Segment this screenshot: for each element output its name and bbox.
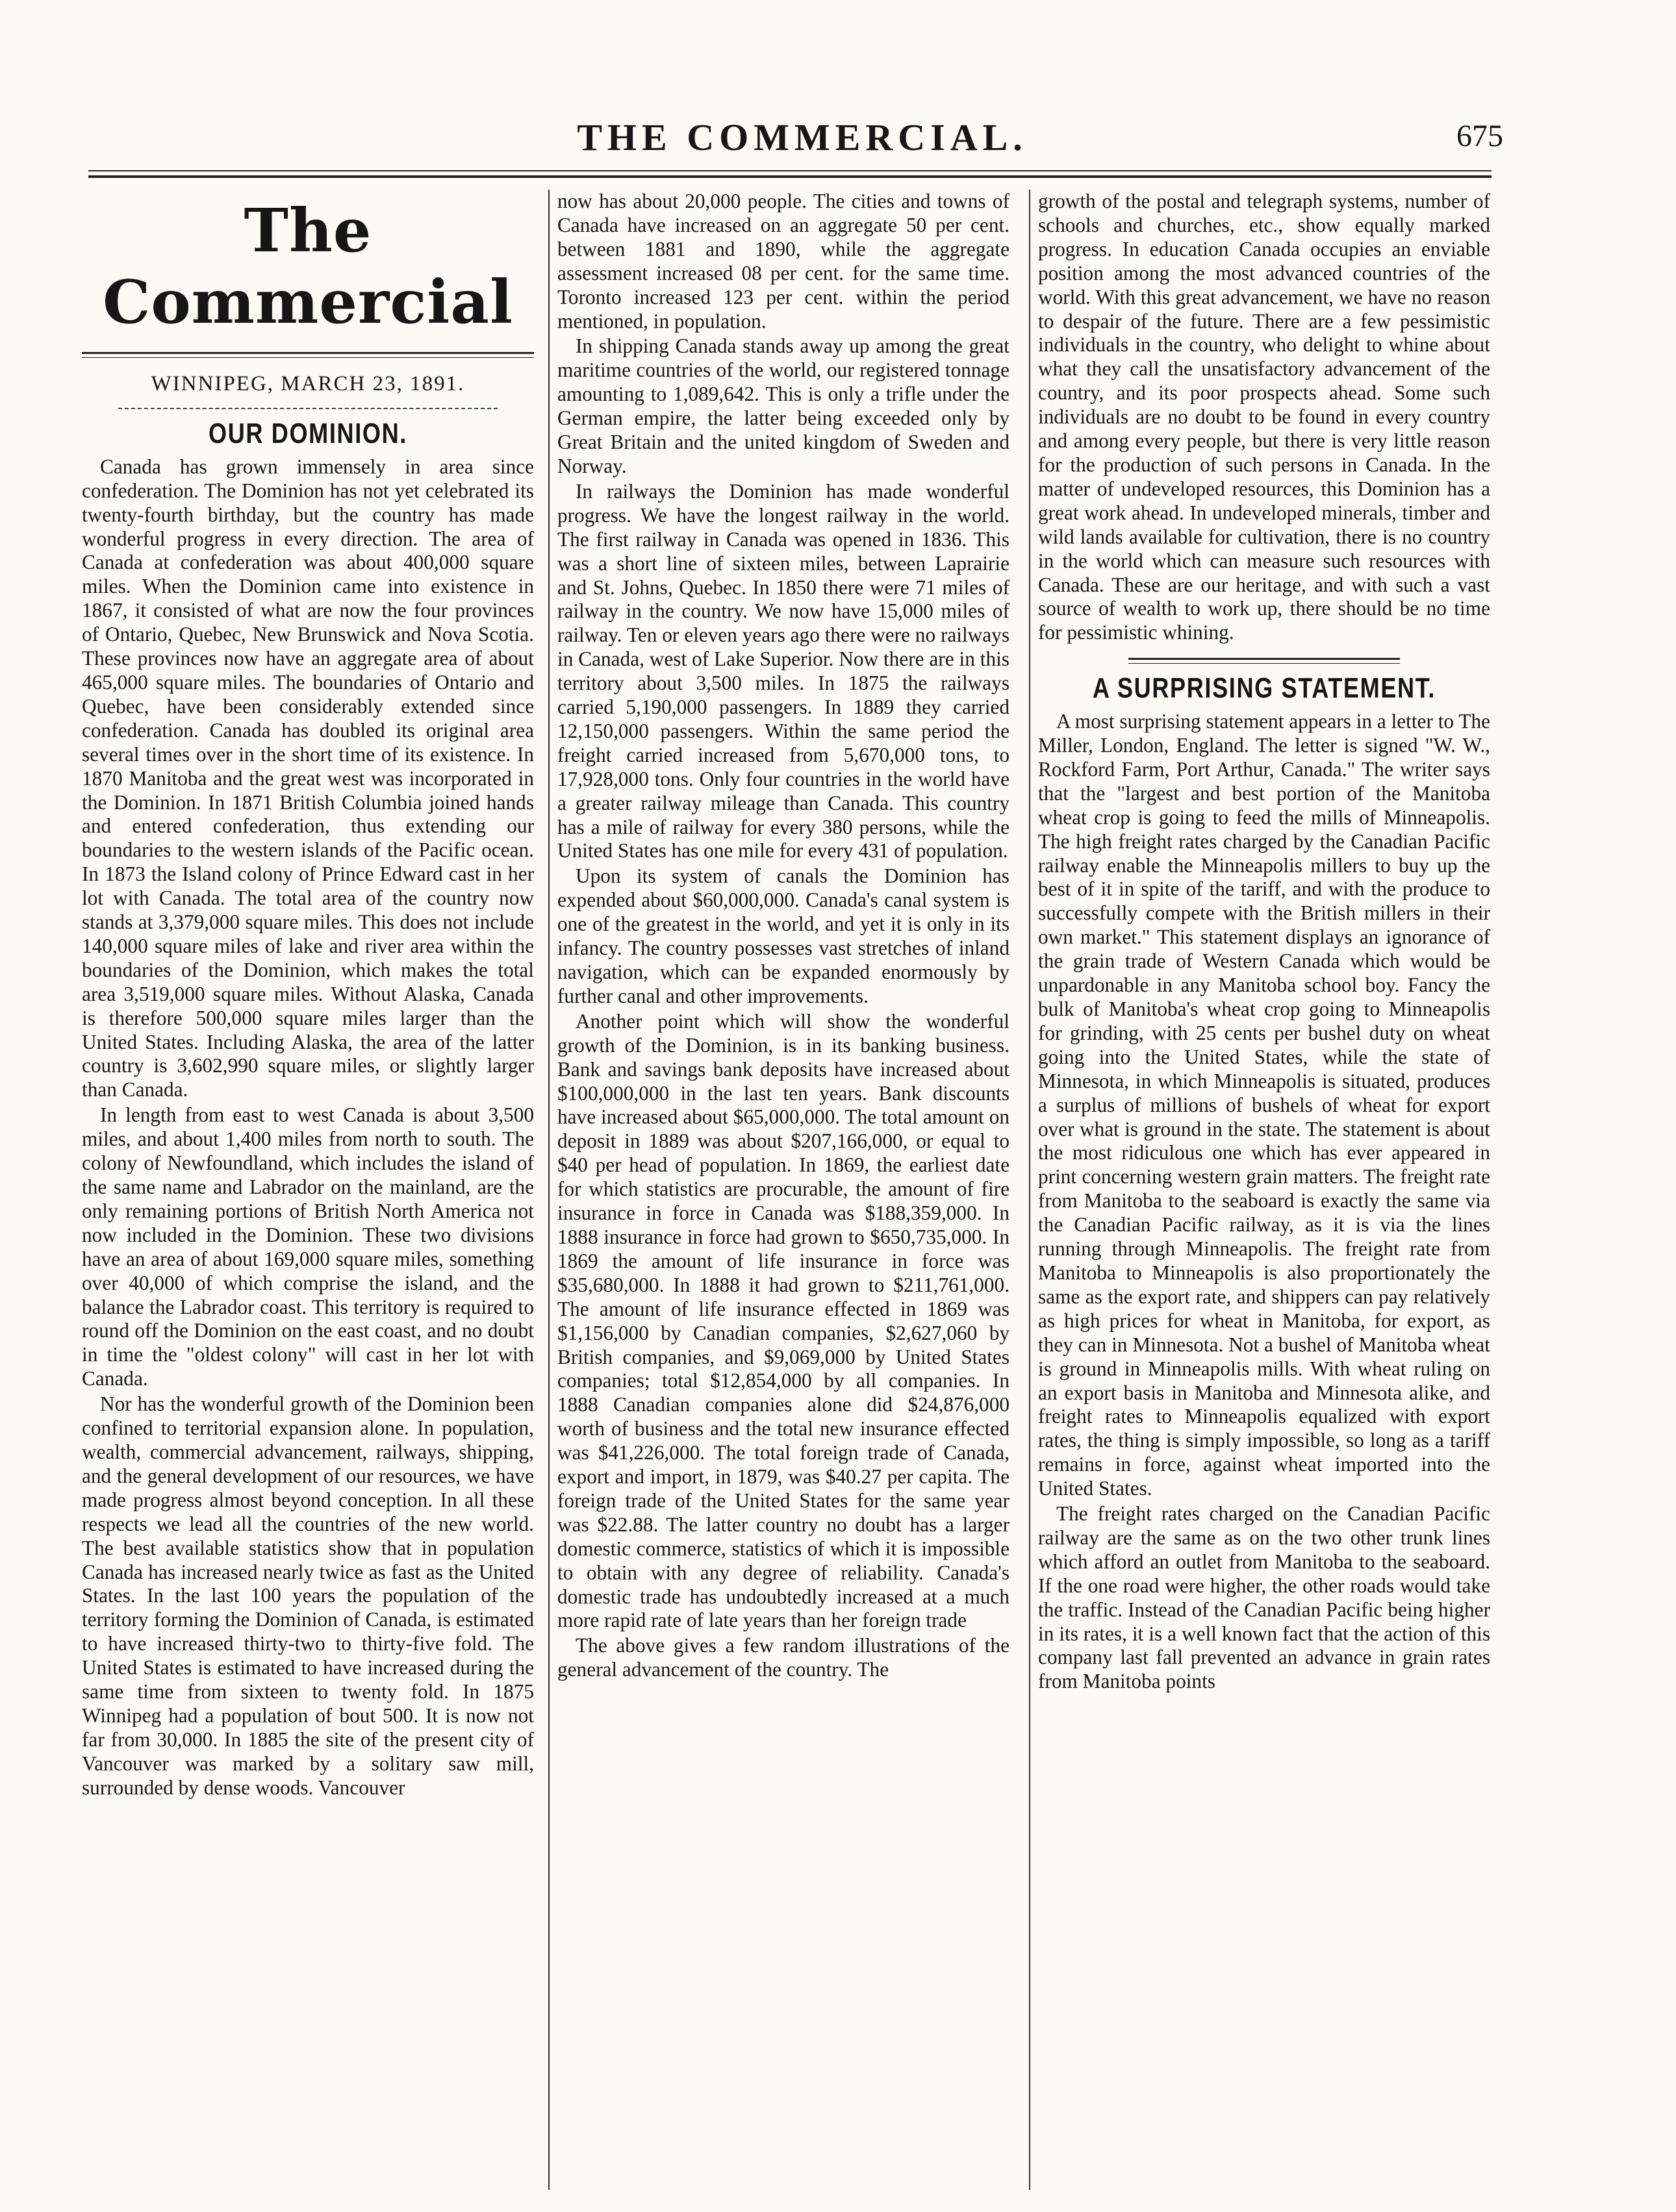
- masthead-title: The Commercial: [103, 195, 513, 337]
- column-1: [82, 190, 534, 1802]
- article-paragraph: In railways the Dominion has made wonderful progress. We have the longest railway in the world. The first railway in Canada was opened in 1836. This was a short line of sixteen miles, between Laprairie and St. Johns, Quebec. In 1850 there were 71 miles of railway in the country. We now have 15,000 miles of railway. Ten or eleven years ago there were no railways in Canada, west of Lake Superior. Now there are in this territory about 3,500 miles. In 1875 the railways carried 5,190,000 passengers. In 1889 they carried 12,150,000 passengers. Within the same period the freight carried increased from 5,670,000 tons, to 17,928,000 tons. Only four countries in the world have a greater railway mileage than Canada. This country has a mile of railway for every 380 persons, while the United States has one mile for every 431 of population.: [557, 479, 1009, 862]
- article-paragraph: Canada has grown immensely in area since confederation. The Dominion has not yet celebrated its twenty-fourth birthday, but the country has made wonderful progress in every direction. The area of Canada at confederation was about 400,000 square miles. When the Dominion came into existence in 1867, it consisted of what are now the four provinces of Ontario, Quebec, New Brunswick and Nova Scotia. These provinces now have an aggregate area of about 465,000 square miles. The boundaries of Ontario and Quebec, have been considerably extended since confederation. Canada has doubled its original area several times over in the short time of its existence. In 1870 Manitoba and the great west was incorporated in the Dominion. In 1871 British Columbia joined hands and entered confederation, thus extending our boundaries to the western islands of the Pacific ocean. In 1873 the Island colony of Prince Edward cast in her lot with Canada. The total area of the country now stands at 3,379,000 square miles. This does not include 140,000 square miles of lake and river area within the boundaries of the Dominion, which makes the total area 3,519,000 square miles. Without Alaska, Canada is therefore 500,000 square miles larger than the United States. Including Alaska, the area of the latter country is 3,602,990 square miles, or slightly larger than Canada.: [82, 455, 534, 1101]
- article-paragraph: Nor has the wonderful growth of the Dominion been confined to territorial expansion alone. In population, wealth, commercial advancement, railways, shipping, and the general development of our resources, we have made progress almost beyond conception. In all these respects we lead all the countries of the new world. The best available statistics show that in population Canada has increased nearly twice as fast as the United States. In the last 100 years the population of the territory forming the Dominion of Canada, is estimated to have increased thirty-two to thirty-five fold. The United States is estimated to have increased during the same time from sixteen to twenty fold. In 1875 Winnipeg had a population of bout 500. It is now not far from 30,000. In 1885 the site of the present city of Vancouver was marked by a solitary saw mill, surrounded by dense woods. Vancouver: [82, 1392, 534, 1799]
- article-paragraph: In length from east to west Canada is about 3,500 miles, and about 1,400 miles from north to south. The colony of Newfoundland, which includes the island of the same name and Labrador on the mainland, are the only remaining portions of British North America not now included in the Dominion. These two divisions have an area of about 169,000 square miles, something over 40,000 of which comprise the island, and the balance the Labrador coast. This territory is required to round off the Dominion on the east coast, and no doubt in time the "oldest colony" will cast in her lot with Canada.: [82, 1103, 534, 1390]
- article-paragraph: In shipping Canada stands away up among the great maritime countries of the world, our registered tonnage amounting to 1,089,642. This is only a trifle under the German empire, the latter being exceeded only by Great Britain and the united kingdom of Sweden and Norway.: [557, 334, 1009, 477]
- article-paragraph: A most surprising statement appears in a letter to The Miller, London, England. The letter is signed "W. W., Rockford Farm, Port Arthur, Canada." The writer says that the "largest and best portion of the Manitoba wheat crop is going to feed the mills of Minneapolis. The high freight rates charged by the Canadian Pacific railway enable the Minneapolis millers to buy up the best of it in spite of the tariff, and with the produce to successfully compete with the British millers in their own market." This statement displays an ignorance of the grain trade of Western Canada which would be unpardonable in any Manitoba school boy. Fancy the bulk of Manitoba's wheat crop going to Minneapolis for grinding, with 25 cents per bushel duty on wheat going into the United States, while the state of Minnesota, in which Minneapolis is situated, produces a surplus of millions of bushels of wheat for export over what is ground in the state. The statement is about the most ridiculous one which has ever appeared in print concerning western grain matters. The freight rate from Manitoba to the seaboard is exactly the same via the Canadian Pacific railway, as it is via the lines running through Minneapolis. The freight rate from Manitoba to Minneapolis is also proportionately the same as the export rate, and shippers can pay relatively as high prices for wheat in Manitoba, for export, as they can in Minnesota. Not a bushel of Manitoba wheat is ground in Minneapolis mills. With wheat ruling on an export basis in Manitoba and Minnesota alike, and freight rates to Minneapolis equalized with export rates, the thing is simply impossible, so long as a tariff remains in force, against wheat imported into the United States.: [1038, 710, 1490, 1500]
- article-paragraph: growth of the postal and telegraph systems, number of schools and churches, etc., show equally marked progress. In education Canada occupies an enviable position among the most advanced countries of the world. With this great advancement, we have no reason to despair of the future. There are a few pessimistic individuals in the country, who delight to whine about what they call the unsatisfactory advancement of the country, and its poor prospects ahead. Some such individuals are no doubt to be found in every country and among every people, but there is very little reason for the production of such persons in Canada. In the matter of undeveloped resources, this Dominion has a great work ahead. In undeveloped minerals, timber and wild lands available for cultivation, there is no country in the world which can measure such resources with Canada. These are our heritage, and with such a vast source of wealth to work up, there should be no time for pessimistic whining.: [1038, 190, 1490, 644]
- article-heading-our-dominion: OUR DOMINION.: [209, 417, 407, 449]
- column-2: [557, 190, 1009, 1683]
- article-paragraph: Upon its system of canals the Dominion has expended about $60,000,000. Canada's canal system is one of the greatest in the world, and yet it is only in its infancy. The country possesses vast stretches of inland navigation, which can be expanded enormously by further canal and other improvements.: [557, 864, 1009, 1007]
- article-paragraph: The freight rates charged on the Canadian Pacific railway are the same as on the two other trunk lines which afford an outlet from Manitoba to the seaboard. If the one road were higher, the other roads would take the traffic. Instead of the Canadian Pacific being higher in its rates, it is a well known fact that the action of this company last fall prevented an advance in grain rates from Manitoba points: [1038, 1502, 1490, 1693]
- masthead-rule: [82, 352, 534, 358]
- header-rule-thick: [88, 175, 1492, 178]
- article-heading-surprising-statement: A SURPRISING STATEMENT.: [1092, 672, 1436, 705]
- header-rule-thin: [88, 170, 1492, 171]
- column-divider-1: [548, 190, 550, 2190]
- column-3: [1038, 190, 1490, 1695]
- article-paragraph: now has about 20,000 people. The cities and towns of Canada have increased on an aggregate 50 per cent. between 1881 and 1890, while the aggregate assessment increased 08 per cent. for the same time. Toronto increased 123 per cent. within the period mentioned, in population.: [557, 190, 1009, 333]
- article-separator-rule: [1128, 658, 1400, 664]
- dateline: WINNIPEG, MARCH 23, 1891.: [151, 372, 465, 396]
- article-paragraph: The above gives a few random illustrations of the general advancement of the country. The: [557, 1634, 1009, 1681]
- column-divider-2: [1029, 190, 1030, 2190]
- running-title: THE COMMERCIAL.: [577, 116, 1028, 158]
- article-paragraph: Another point which will show the wonderful growth of the Dominion, is in its banking business. Bank and savings bank deposits have increased about $100,000,000 in the last ten years. Bank discounts have increased about $65,000,000. The total amount on deposit in 1889 was about $207,166,000, or equal to $40 per head of population. In 1869, the earliest date for which statistics are procurable, the amount of fire insurance in force in Canada was $188,359,000. In 1888 insurance in force had grown to $650,735,000. In 1869 the amount of life insurance in force was $35,680,000. In 1888 it had grown to $211,761,000. The amount of life insurance effected in 1869 was $1,156,000 by Canadian companies, $2,627,060 by British companies, and $9,069,000 by United States companies; total $12,854,000 by all companies. In 1888 Canadian companies alone did $24,876,000 worth of business and the total new insurance effected was $41,226,000. The total foreign trade of Canada, export and import, in 1879, was $40.27 per capita. The foreign trade of the United States for the same year was $22.88. The latter country no doubt has a larger domestic commerce, statistics of which it is impossible to obtain with any degree of reliability. Canada's domestic trade has undoubtedly increased at a much more rapid rate of late years than her foreign trade: [557, 1009, 1009, 1632]
- page-number: 675: [1456, 119, 1503, 153]
- dateline-rule: [118, 408, 498, 409]
